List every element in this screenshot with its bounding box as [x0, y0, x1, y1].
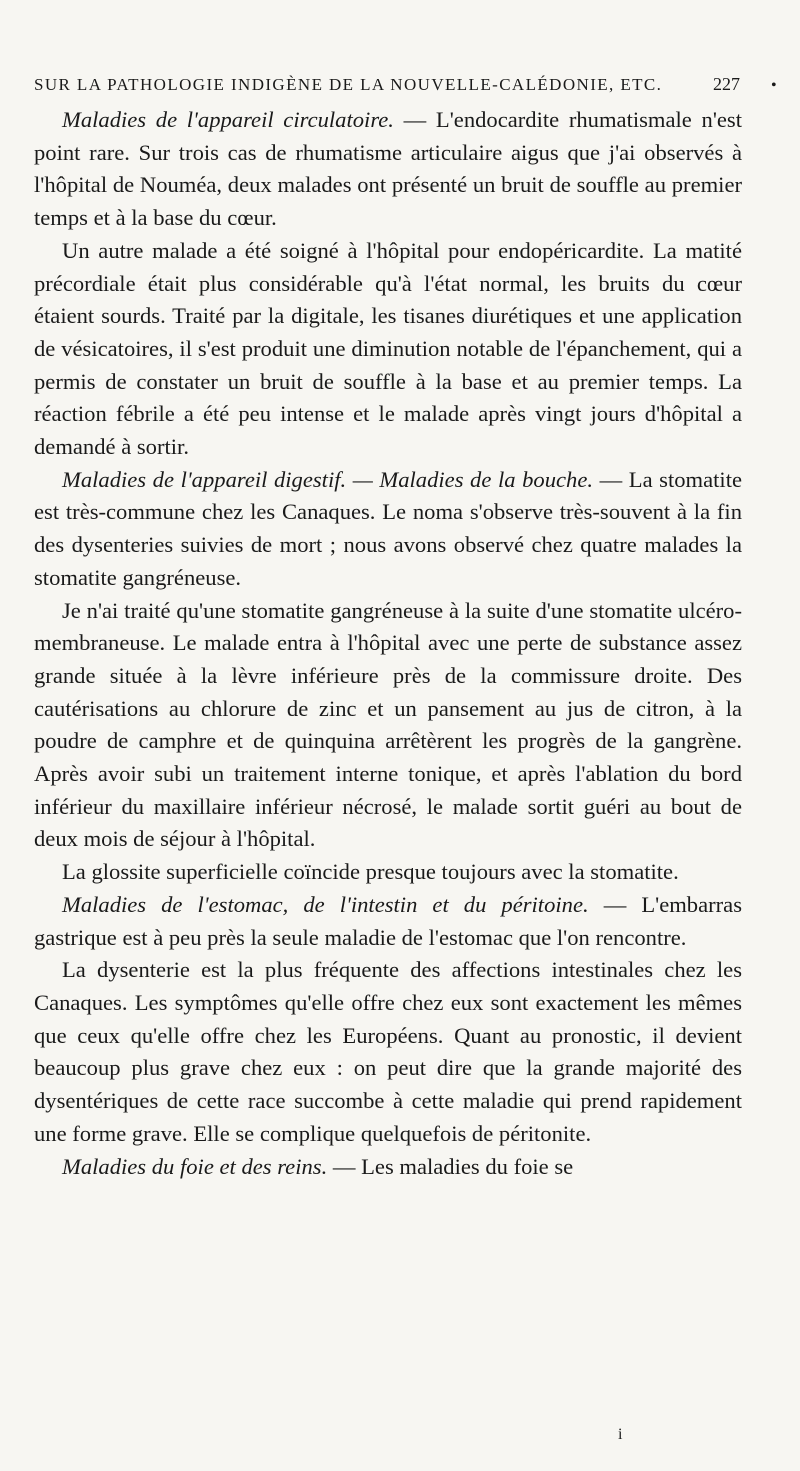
page-number: 227 — [713, 74, 740, 94]
running-header — [34, 74, 740, 95]
running-title: SUR LA PATHOLOGIE INDIGÈNE DE LA NOUVELLE-CALÉDONIE, ETC. — [34, 75, 663, 94]
paragraph-text: Je n'ai traité qu'une stomatite gangréneuse à la suite d'une stomatite ulcéro-membraneuse. Le malade entra à l'hôpital avec une perte de substance assez grande située à la lèvre inférieure près de la commissure droite. Des cautérisations au chlorure de zinc et un pansement au jus de citron, à la poudre de camphre et de quinquina arrêtèrent les progrès de la gangrène. Après avoir subi un traitement interne tonique, et après l'ablation du bord inférieur du maxillaire inférieur nécrosé, le malade sortit guéri au bout de deux mois de séjour à l'hôpital. — [34, 597, 742, 852]
section-heading: Maladies de l'appareil circulatoire. — [62, 107, 394, 132]
paragraph-text: — L'endocardite rhumatismale n'est point rare. Sur trois cas de rhumatisme articulaire aigus que j'ai observés à l'hôpital de Nouméa, deux malades ont présenté un bruit de souffle au premier temps et à la base du cœur. — [34, 107, 742, 231]
paragraph-dysentery — [34, 954, 742, 1150]
paragraph-liver-kidneys — [34, 1151, 742, 1184]
paragraph-text: — Les maladies du foie se — [327, 1153, 574, 1179]
stray-mark: i — [618, 1426, 623, 1443]
section-heading: Maladies de l'appareil digestif. — Maladies de la bouche. — [62, 466, 594, 492]
paragraph-glossitis — [34, 856, 742, 889]
paragraph-text: La glossite superficielle coïncide presque toujours avec la stomatite. — [62, 859, 679, 885]
paragraph-endopericarditis — [34, 235, 742, 464]
paragraph-text: — La stomatite est très-commune chez les Canaques. Le noma s'observe très-souvent à la fin des dysenteries suivies de mort ; nous avons observé chez quatre malades la stomatite gangréneuse. — [34, 466, 743, 590]
paragraph-digestive — [34, 464, 742, 595]
paragraph-text: — L'embarras gastrique est à peu près la seule maladie de l'estomac que l'on rencontre. — [34, 891, 743, 950]
section-heading: Maladies de l'estomac, de l'intestin et du péritoine. — [62, 891, 589, 917]
paragraph-text: Un autre malade a été soigné à l'hôpital pour endopéricardite. La matité précordiale était plus considérable qu'à l'état normal, les bruits du cœur étaient sourds. Traité par la digitale, les tisanes diurétiques et une application de vésicatoires, il s'est produit une diminution notable de l'épanchement, qui a permis de constater un bruit de souffle à la base et au premier temps. La réaction fébrile a été peu intense et le malade après vingt jours d'hôpital a demandé à sortir. — [34, 237, 742, 460]
paragraph-stomach — [34, 889, 742, 954]
body-text — [34, 104, 742, 1183]
section-heading: Maladies du foie et des reins. — [62, 1153, 328, 1179]
paragraph-gangrenous-stomatitis — [34, 595, 742, 857]
paragraph-text: La dysenterie est la plus fréquente des affections intestinales chez les Canaques. Les symptômes qu'elle offre chez eux sont exactement les mêmes que ceux qu'elle offre chez les Européens. Quant au pronostic, il devient beaucoup plus grave chez eux : on peut dire que la grande majorité des dysentériques de cette race succombe à cette maladie qui prend rapidement une forme grave. Elle se complique quelquefois de péritonite. — [34, 957, 742, 1146]
edge-mark: • — [771, 77, 777, 94]
paragraph-circulatory — [34, 104, 742, 235]
